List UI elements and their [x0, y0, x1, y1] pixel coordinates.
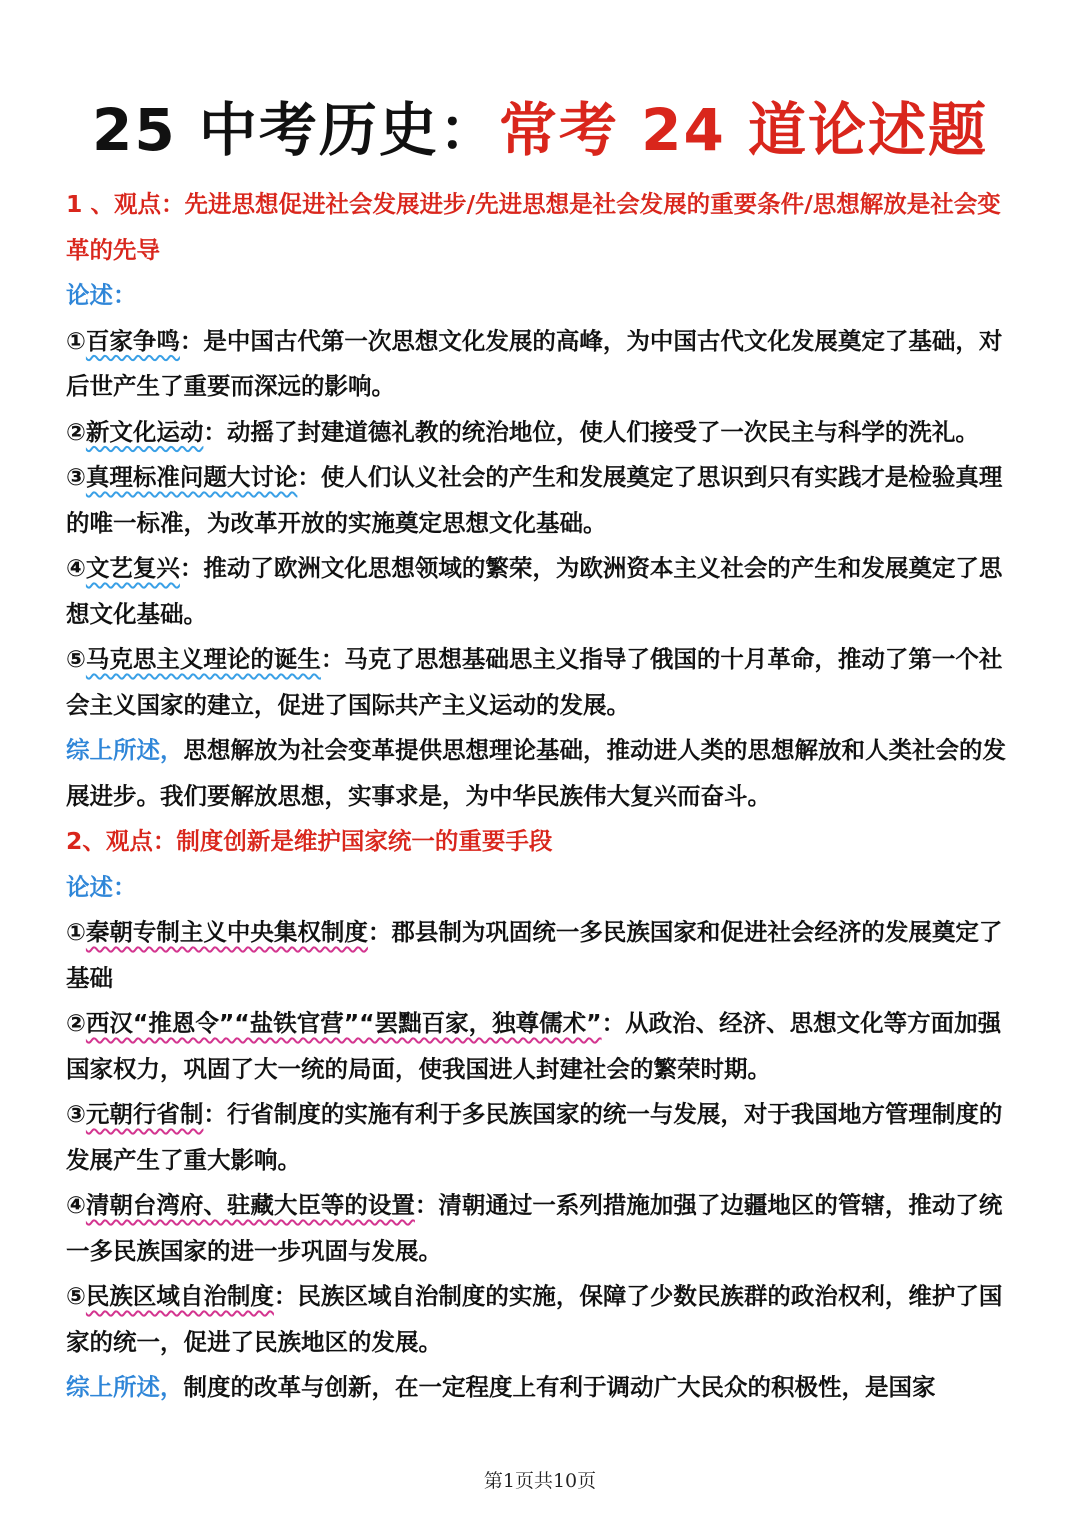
section-2-summary [66, 1365, 1014, 1411]
list-item [66, 455, 1014, 546]
page-number: 第1页共10页 [483, 1470, 597, 1492]
item-number: ④ [66, 554, 86, 582]
item-term: 真理标准问题大讨论 [85, 463, 298, 491]
list-item [66, 910, 1014, 1001]
section-1-summary [66, 728, 1014, 819]
item-term: 马克思主义理论的诞生 [85, 645, 321, 673]
item-number: ② [66, 1009, 86, 1037]
summary-text: 制度的改革与创新，在一定程度上有利于调动广大民众的积极性，是国家 [183, 1373, 936, 1401]
item-term: 秦朝专制主义中央集权制度 [85, 918, 368, 946]
list-item [66, 1183, 1014, 1274]
section-2-heading: 2、观点：制度创新是维护国家统一的重要手段 [66, 827, 553, 855]
list-item [66, 637, 1014, 728]
content [66, 182, 1014, 1411]
item-number: ③ [66, 1100, 86, 1128]
page [66, 0, 1014, 1411]
item-term: 清朝台湾府、驻藏大臣等的设置 [85, 1191, 415, 1219]
list-item [66, 319, 1014, 410]
list-item [66, 1092, 1014, 1183]
item-number: ④ [66, 1191, 86, 1219]
item-text: ：郡县制为巩固统一多民族国家和促进社会经济的发展奠定了基础 [66, 918, 1003, 992]
page-title [66, 90, 1014, 170]
item-term: 新文化运动 [85, 417, 204, 446]
section-2-discuss-label: 论述： [66, 872, 137, 901]
section-1-discuss-label: 论述： [66, 281, 137, 309]
item-text: ：民族区域自治制度的实施，保障了少数民族群的政治权利，维护了国家的统一，促进了民族地区的发展。 [66, 1282, 1003, 1356]
item-term: 西汉“推恩令”“盐铁官营”“罢黜百家，独尊儒术” [85, 1009, 602, 1037]
summary-label: 综上所述， [66, 736, 184, 764]
title-black: 25 中考历史： [91, 96, 499, 164]
list-item [66, 546, 1014, 637]
item-term: 元朝行省制 [85, 1100, 204, 1128]
item-text: ：是中国古代第一次思想文化发展的高峰，为中国古代文化发展奠定了基础，对后世产生了重要而深远的影响。 [66, 326, 1003, 400]
list-item [66, 410, 1014, 456]
item-text: ：使人们认义社会的产生和发展奠定了思识到只有实践才是检验真理的唯一标准，为改革开放的实施奠定思想文化基础。 [66, 463, 1003, 537]
item-text: ：清朝通过一系列措施加强了边疆地区的管辖，推动了统一多民族国家的进一步巩固与发展。 [66, 1191, 1003, 1265]
item-term: 百家争鸣 [85, 326, 180, 355]
section-1-heading: 1 、观点：先进思想促进社会发展进步/先进思想是社会发展的重要条件/思想解放是社会变革的先导 [66, 190, 1001, 264]
list-item [66, 1274, 1014, 1365]
title-red: 常考 24 道论述题 [498, 96, 988, 164]
item-text: ：行省制度的实施有利于多民族国家的统一与发展，对于我国地方管理制度的发展产生了重大影响。 [66, 1100, 1003, 1174]
summary-text: 思想解放为社会变革提供思想理论基础，推动进人类的思想解放和人类社会的发展进步。我们要解放思想，实事求是，为中华民族伟大复兴而奋斗。 [66, 736, 1006, 810]
item-number: ⑤ [66, 1282, 86, 1310]
item-number: ③ [66, 463, 86, 491]
list-item [66, 1001, 1014, 1092]
item-text: ：马克了思想基础思主义指导了俄国的十月革命，推动了第一个社会主义国家的建立，促进了国际共产主义运动的发展。 [66, 645, 1003, 719]
item-text: ：推动了欧洲文化思想领域的繁荣，为欧洲资本主义社会的产生和发展奠定了思想文化基础。 [66, 554, 1003, 628]
item-text: ：从政治、经济、思想文化等方面加强国家权力，巩固了大一统的局面，使我国进人封建社会的繁荣时期。 [66, 1009, 1002, 1083]
item-term: 民族区域自治制度 [85, 1282, 274, 1310]
item-text: ：动摇了封建道德礼教的统治地位，使人们接受了一次民主与科学的洗礼。 [203, 417, 979, 446]
item-number: ① [66, 918, 86, 946]
item-number: ⑤ [66, 645, 86, 673]
item-term: 文艺复兴 [85, 554, 180, 582]
item-number: ① [66, 326, 86, 355]
summary-label: 综上所述， [66, 1373, 184, 1401]
item-number: ② [66, 417, 86, 446]
